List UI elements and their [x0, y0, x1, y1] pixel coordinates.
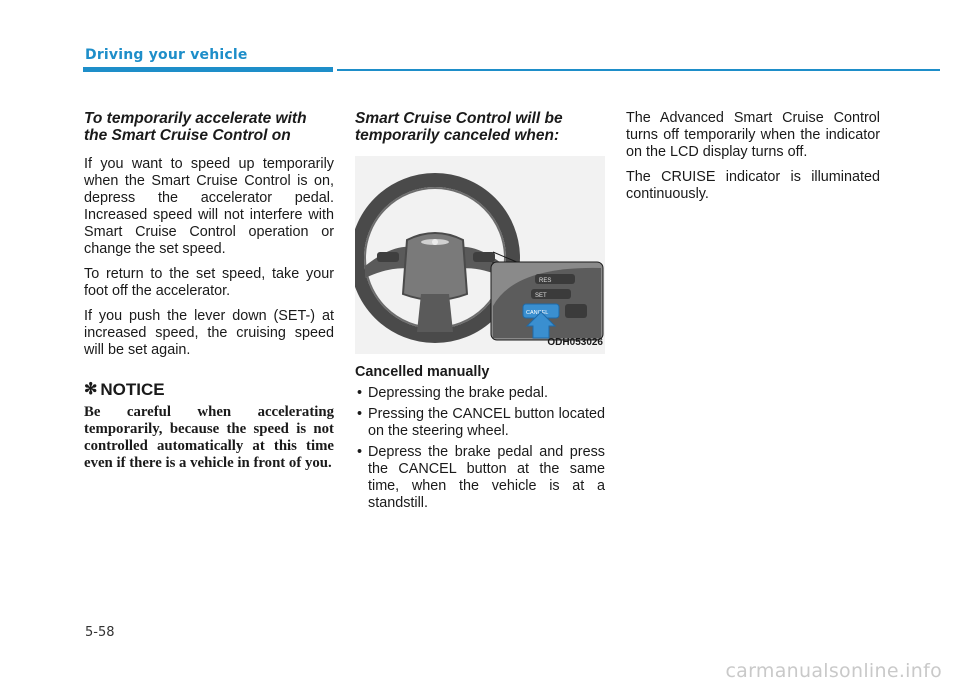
- list-item: [355, 444, 605, 512]
- cancel-conditions-list: [355, 385, 605, 512]
- bullet-icon: •: [357, 444, 363, 460]
- paragraph: To return to the set speed, take your foot off the accelerator.: [84, 266, 334, 299]
- paragraph: The CRUISE indicator is illuminated continuously.: [626, 169, 880, 202]
- cancel-heading: Smart Cruise Control will be temporarily canceled when:: [355, 110, 563, 144]
- steering-wheel-figure: [355, 156, 605, 354]
- asterisk-notice-icon: ✻: [84, 381, 98, 398]
- list-item: [355, 385, 605, 402]
- page-number: 5-58: [85, 625, 115, 640]
- column-left: [84, 110, 334, 472]
- notice-heading: [84, 381, 334, 398]
- cancelled-manually-heading: Cancelled manually: [355, 364, 490, 380]
- cancel-label: CANCEL: [526, 310, 549, 316]
- column-right: [626, 110, 880, 211]
- bullet-icon: •: [357, 406, 363, 422]
- set-label: SET: [535, 293, 547, 299]
- wheel-lower-spoke: [417, 294, 453, 332]
- paragraph: If you push the lever down (SET-) at increased speed, the cruising speed will be set again.: [84, 308, 334, 358]
- paragraph: If you want to speed up temporarily when the Smart Cruise Control is on, depress the accelerator pedal. Increased speed will not interfere with Smart Cruise Control operation or change the set speed.: [84, 156, 334, 257]
- header-rule-thin: [337, 69, 940, 71]
- notice-body: Be careful when accelerating temporarily, because the speed is not controlled automatically at this time even if there is a vehicle in front of you.: [84, 404, 334, 471]
- emblem-center: [432, 239, 438, 245]
- accelerate-heading: To temporarily accelerate with the Smart Cruise Control on: [84, 110, 307, 144]
- section-title: Driving your vehicle: [85, 47, 248, 63]
- notice-title: NOTICE: [100, 380, 165, 399]
- list-item-text: Pressing the CANCEL button located on the steering wheel.: [368, 406, 605, 439]
- bullet-icon: •: [357, 385, 363, 401]
- header-rule-thick: [83, 67, 333, 72]
- side-button: [565, 304, 587, 318]
- column-middle: [355, 110, 605, 516]
- list-item-text: Depress the brake pedal and press the CANCEL button at the same time, when the vehicle is at a standstill.: [368, 444, 605, 511]
- left-button-cluster: [377, 252, 399, 262]
- steering-wheel-illustration: [355, 156, 605, 354]
- res-label: RES: [539, 278, 552, 284]
- figure-code: ODH053026: [547, 337, 603, 348]
- watermark: carmanualsonline.info: [725, 660, 942, 682]
- right-button-cluster: [473, 252, 495, 262]
- list-item: [355, 406, 605, 440]
- list-item-text: Depressing the brake pedal.: [368, 385, 548, 401]
- paragraph: The Advanced Smart Cruise Control turns off temporarily when the indicator on the LCD display turns off.: [626, 110, 880, 160]
